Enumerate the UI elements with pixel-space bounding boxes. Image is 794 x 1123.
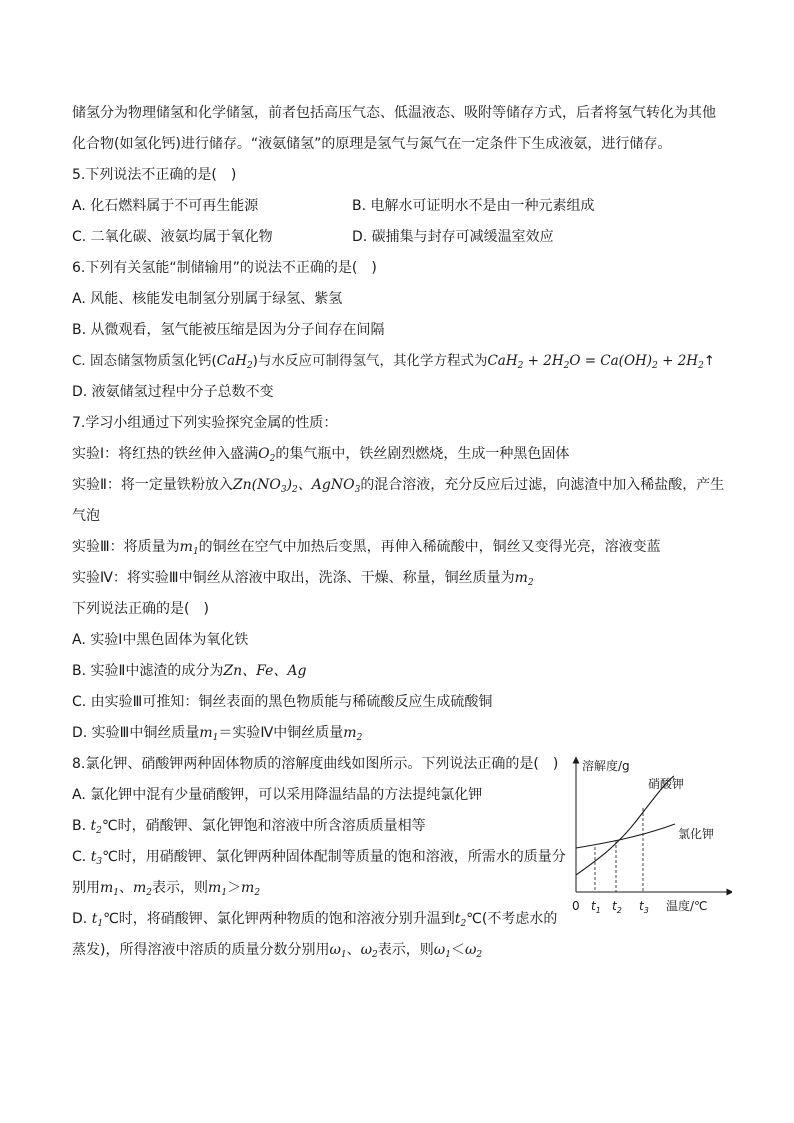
origin-label: 0 bbox=[572, 899, 580, 913]
q5-option-d: D. 碳捕集与封存可减缓温室效应 bbox=[352, 229, 554, 245]
q7-experiment-2: 实验Ⅱ：将一定量铁粉放入$Zn(NO_3)_2$、AgNO$_3$的混合溶液，充分反应后过滤，向滤渣中加入稀盐酸，产生 bbox=[72, 477, 725, 495]
q6-option-c: C. 固态储氢物质氢化钙(CaH$_2$)与水反应可制得氢气，其化学方程式为$CaH_2 + 2H_2O = Ca(OH)_2$ + $2H_2↑$ bbox=[72, 353, 716, 371]
chemical-equation: $CaH_2 + 2H_2O = Ca(OH)_2 + 2H_2$ bbox=[487, 353, 704, 371]
x-axis-label: 温度/℃ bbox=[666, 899, 708, 913]
q7-option-b: B. 实验Ⅱ中滤渣的成分为Zn、Fe、Ag bbox=[72, 663, 307, 679]
q7-experiment-1: 实验Ⅰ：将红热的铁丝伸入盛满$O_2$的集气瓶中，铁丝剧烈燃烧，生成一种黑色固体 bbox=[72, 446, 570, 464]
intro-line-2: 化合物(如氢化钙)进行储存。“液氨储氢”的原理是氢气与氮气在一定条件下生成液氨，进行储存。 bbox=[72, 136, 672, 152]
tick-t1: $t_1$ bbox=[591, 899, 601, 915]
series-label-kcl: 氯化钾 bbox=[678, 827, 715, 841]
formula-cah2: CaH$_2$ bbox=[216, 353, 253, 371]
q8-stem: 8.氯化钾、硝酸钾两种固体物质的溶解度曲线如图所示。下列说法正确的是( ) bbox=[72, 756, 559, 772]
q7-experiment-3: 实验Ⅲ：将质量为$m_1$的铜丝在空气中加热后变黑，再伸入稀硫酸中，铜丝又变得光亮，溶液变蓝 bbox=[72, 539, 661, 557]
tick-t3: $t_3$ bbox=[639, 899, 649, 915]
q7-ask: 下列说法正确的是( ) bbox=[72, 601, 209, 617]
q7-experiment-4: 实验Ⅳ：将实验Ⅲ中铜丝从溶液中取出，洗涤、干燥、称量，铜丝质量为$m_2$ bbox=[72, 570, 534, 588]
solubility-chart bbox=[562, 754, 732, 919]
y-axis-label: 溶解度/g bbox=[582, 759, 630, 773]
series-label-kno3: 硝酸钾 bbox=[648, 777, 685, 791]
q8-option-c-cont: 别用$m_1$、$m_2$表示，则$m_1>m_2$ bbox=[72, 880, 261, 898]
q5-option-c: C. 二氧化碳、液氨均属于氧化物 bbox=[72, 229, 273, 245]
q8-option-d-cont: 蒸发)，所得溶液中溶质的质量分数分别用$\omega_1$、$\omega_2$表示，则$\omega_1<\omega_2$ bbox=[72, 942, 483, 960]
q8-option-d: D. $t_1℃$时，将硝酸钾、氯化钾两种物质的饱和溶液分别升温到$t_2℃$(不考虑水的 bbox=[72, 911, 558, 929]
q8-option-c: C. $t_3℃$时，用硝酸钾、氯化钾两种固体配制等质量的饱和溶液，所需水的质量分 bbox=[72, 849, 566, 867]
q6-option-a: A. 风能、核能发电制氢分别属于绿氢、紫氢 bbox=[72, 291, 343, 307]
q7-option-d: D. 实验Ⅲ中铜丝质量$m_1=$实验Ⅳ中铜丝质量$m_2$ bbox=[72, 725, 363, 743]
curve-potassium-chloride bbox=[576, 824, 675, 848]
tick-t2: $t_2$ bbox=[612, 899, 622, 915]
q8-option-a: A. 氯化钾中混有少量硝酸钾，可以采用降温结晶的方法提纯氯化钾 bbox=[72, 787, 483, 803]
q6-option-d: D. 液氨储氢过程中分子总数不变 bbox=[72, 384, 274, 400]
q6-stem: 6.下列有关氢能“制储输用”的说法不正确的是( ) bbox=[72, 260, 377, 276]
intro-line-1: 储氢分为物理储氢和化学储氢，前者包括高压气态、低温液态、吸附等储存方式，后者将氢气转化为其他 bbox=[72, 105, 716, 121]
q5-stem: 5.下列说法不正确的是( ) bbox=[72, 167, 237, 183]
q7-option-a: A. 实验Ⅰ中黑色固体为氧化铁 bbox=[72, 632, 249, 648]
q7-stem: 7.学习小组通过下列实验探究金属的性质： bbox=[72, 415, 338, 431]
q5-option-b: B. 电解水可证明水不是由一种元素组成 bbox=[352, 198, 595, 214]
q7-experiment-2-cont: 气泡 bbox=[72, 508, 100, 524]
gas-arrow-icon: ↑ bbox=[703, 353, 716, 369]
q8-option-b: B. $t_2℃$时，硝酸钾、氯化钾饱和溶液中所含溶质质量相等 bbox=[72, 818, 426, 836]
q7-option-c: C. 由实验Ⅲ可推知：铜丝表面的黑色物质能与稀硫酸反应生成硫酸铜 bbox=[72, 694, 493, 710]
q6-option-b: B. 从微观看，氢气能被压缩是因为分子间存在间隔 bbox=[72, 322, 385, 338]
q5-option-a: A. 化石燃料属于不可再生能源 bbox=[72, 198, 259, 214]
